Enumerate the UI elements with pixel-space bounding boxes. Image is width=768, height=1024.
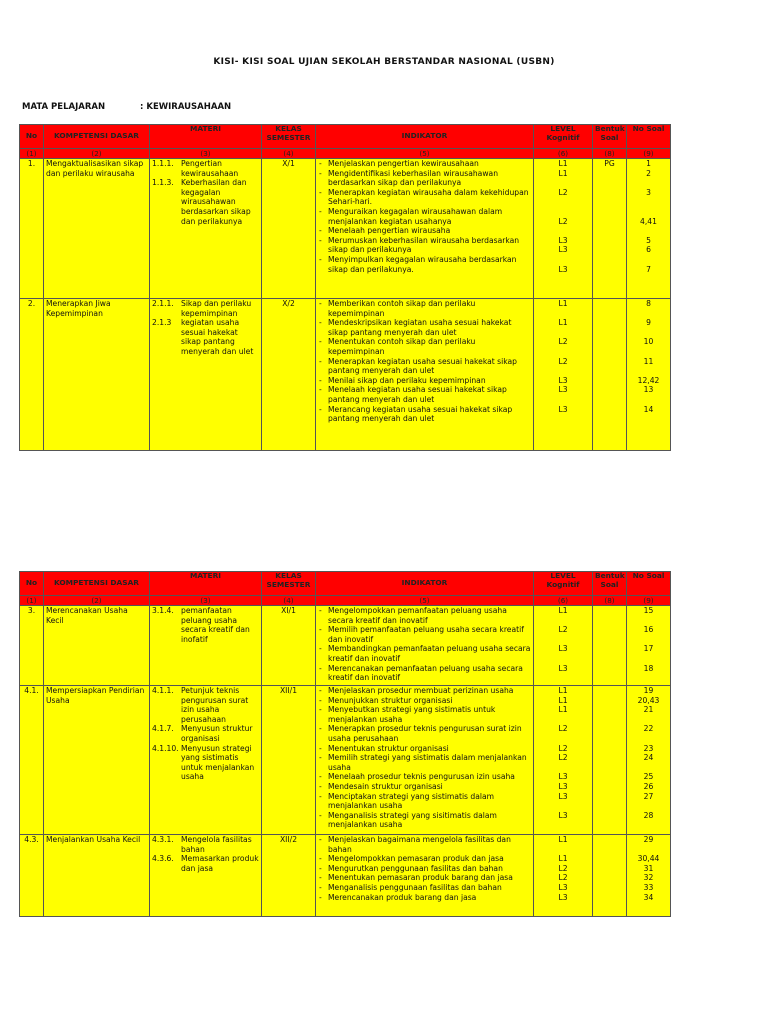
indikator-item: - Mengidentifikasi keberhasilan wirausahawan berdasarkan sikap dan perilakunya [318,169,531,188]
level-kognitif-cell [534,606,593,686]
materi-text: Petunjuk teknis pengurusan surat izin usaha perusahaan [181,686,249,724]
indikator-item: - Menentukan struktur organisasi [318,744,531,754]
indikator-item: - Menunjukkan struktur organisasi [318,696,531,706]
level-value [536,734,590,744]
column-number: (5) [316,149,534,159]
column-number: (8) [593,149,627,159]
header-row [20,572,671,596]
header-kompetensi-dasar: KOMPETENSI DASAR [44,572,150,596]
level-value [536,178,590,188]
indikator-item: - Merencanakan produk barang dan jasa [318,893,531,903]
no-soal-cell [627,159,671,299]
level-value: L2 [558,216,568,226]
header-indikator: INDIKATOR [316,572,534,596]
no-soal-value: 15 [643,606,654,615]
materi-item [152,686,259,724]
kelas-semester-cell: XII/2 [262,835,316,917]
materi-text: Pengertian kewirausahaan [181,159,239,178]
materi-cell [150,686,262,835]
indikator-item: - Menelaah prosedur teknis pengurusan izin usaha [318,772,531,782]
materi-item [152,299,259,318]
no-soal-value [629,328,668,338]
no-soal-cell [627,606,671,686]
no-soal-value [629,347,668,357]
header-materi: MATERI [150,125,262,149]
column-number: (1) [20,596,44,606]
header-no-soal: No Soal [627,572,671,596]
materi-item [152,606,259,644]
level-value: L3 [558,663,568,673]
column-number-row [20,596,671,606]
level-value: L3 [558,781,568,791]
materi-text: Memasarkan produk dan jasa [181,854,259,873]
materi-text: kegiatan usaha sesuai hakekat sikap pantang menyerah dan ulet [181,318,254,356]
level-value [536,347,590,357]
level-value [536,255,590,265]
level-value: L1 [558,168,568,178]
header-no-soal: No Soal [627,125,671,149]
indikator-list [318,835,531,902]
bentuk-soal-cell [593,299,627,451]
no-soal-value [629,197,668,207]
materi-cell [150,159,262,299]
column-number: (9) [627,149,671,159]
indikator-item: - Merencanakan pemanfaatan peluang usaha secara kreatif dan inovatif [318,664,531,683]
row-number: 4.1. [20,686,44,835]
materi-code: 4.1.1. [152,686,174,695]
no-soal-value: 30,44 [637,854,660,864]
no-soal-value: 10 [643,337,654,347]
no-soal-value [629,654,668,664]
level-kognitif-cell [534,686,593,835]
indikator-item: - Mengelompokkan pemasaran produk dan jasa [318,854,531,864]
level-value: L3 [558,245,568,255]
no-soal-value [629,616,668,626]
indikator-item: - Menerapkan kegiatan usaha sesuai hakekat sikap pantang menyerah dan ulet [318,357,531,376]
indikator-cell [316,606,534,686]
level-value: L2 [558,337,568,347]
level-value: L2 [558,873,568,883]
header-no: No [20,125,44,149]
indikator-item: - Menguraikan kegagalan wirausahawan dalam menjalankan kegiatan usahanya [318,207,531,226]
bentuk-soal-cell [593,686,627,835]
no-soal-value: 21 [643,705,654,715]
no-soal-value: 2 [646,168,651,178]
materi-code: 4.1.10. [152,743,179,753]
no-soal-value [629,178,668,188]
no-soal-value [629,801,668,811]
indikator-item: - Mendesain struktur organisasi [318,782,531,792]
header-indikator: INDIKATOR [316,125,534,149]
no-soal-value: 33 [643,882,654,892]
no-soal-value: 24 [643,753,654,763]
header-kelas-semester: KELAS SEMESTER [262,125,316,149]
materi-item [152,159,259,178]
no-soal-value: 13 [643,385,654,395]
no-soal-value: 25 [643,772,654,782]
level-value: L3 [558,235,568,245]
subject-value: : KEWIRAUSAHAAN [140,102,232,112]
level-value: L1 [558,318,568,328]
bentuk-soal-cell [593,606,627,686]
materi-code: 1.1.3. [152,178,174,188]
no-soal-cell [627,299,671,451]
level-kognitif-cell [534,159,593,299]
no-soal-value [629,366,668,376]
indikator-item: - Menyimpulkan kegagalan wirausaha berdasarkan sikap dan perilakunya. [318,255,531,274]
level-value: L3 [558,810,568,820]
no-soal-value: 12,42 [637,375,660,385]
no-soal-value: 11 [643,356,654,366]
no-soal-value: 16 [643,625,654,635]
column-number: (5) [316,596,534,606]
column-number: (2) [44,596,150,606]
no-soal-value: 19 [643,686,654,695]
kisi-table-1 [19,124,671,451]
materi-text: Menyusun strategi yang sistimatis untuk menjalankan usaha [181,743,255,782]
no-soal-value: 7 [646,264,651,274]
indikator-list [318,299,531,424]
materi-code: 1.1.1. [152,159,174,168]
header-materi: MATERI [150,572,262,596]
no-soal-value: 6 [646,245,651,255]
no-soal-value: 23 [643,743,654,753]
header-bentuk-soal: Bentuk Soal [593,125,627,149]
level-value: L1 [558,695,568,705]
indikator-item: - Menerapkan prosedur teknis pengurusan surat izin usaha perusahaan [318,724,531,743]
header-level-kognitif: LEVEL Kognitif [534,572,593,596]
no-soal-value [629,763,668,773]
level-value [536,395,590,405]
column-number: (4) [262,596,316,606]
indikator-item: - Membandingkan pemanfaatan peluang usaha secara kreatif dan inovatif [318,644,531,663]
level-value [536,616,590,626]
no-soal-value: 20,43 [637,695,660,705]
materi-cell [150,835,262,917]
indikator-cell [316,835,534,917]
level-value: L2 [558,863,568,873]
indikator-item: - Memberikan contoh sikap dan perilaku kepemimpinan [318,299,531,318]
no-soal-value: 26 [643,781,654,791]
document-title: KISI- KISI SOAL UJIAN SEKOLAH BERSTANDAR NASIONAL (USBN) [213,57,555,67]
level-value: L3 [558,264,568,274]
level-value [536,309,590,319]
indikator-item: - Mendeskripsikan kegiatan usaha sesuai hakekat sikap pantang menyerah dan ulet [318,318,531,337]
level-kognitif-cell [534,299,593,451]
materi-cell [150,606,262,686]
table-row [20,686,671,835]
bentuk-soal-cell [593,835,627,917]
indikator-item: - Menyebutkan strategi yang sistimatis untuk menjalankan usaha [318,705,531,724]
level-value: L2 [558,743,568,753]
row-number: 4.3. [20,835,44,917]
no-soal-value: 14 [643,404,654,414]
bentuk-soal-cell: PG [593,159,627,299]
level-value: L3 [558,404,568,414]
indikator-item: - Memilih pemanfaatan peluang usaha secara kreatif dan inovatif [318,625,531,644]
kelas-semester-cell: X/1 [262,159,316,299]
indikator-list [318,159,531,274]
column-number-row [20,149,671,159]
column-number: (6) [534,149,593,159]
header-row [20,125,671,149]
column-number: (3) [150,596,262,606]
level-value: L1 [558,606,568,615]
materi-code: 3.1.4. [152,606,174,615]
level-value [536,845,590,855]
materi-item [152,854,259,873]
materi-item [152,318,259,356]
no-soal-value [629,207,668,217]
level-value [536,654,590,664]
materi-text: pemanfaatan peluang usaha secara kreatif dan inofatif [181,606,250,644]
materi-cell [150,299,262,451]
indikator-cell [316,299,534,451]
no-soal-value: 17 [643,644,654,654]
level-kognitif-cell [534,835,593,917]
level-value [536,197,590,207]
header-level-kognitif: LEVEL Kognitif [534,125,593,149]
indikator-item: - Mengurutkan penggunaan fasilitas dan bahan [318,864,531,874]
table-row [20,159,671,299]
indikator-item: - Menelaah pengertian wirausaha [318,226,531,236]
no-soal-value: 8 [646,299,651,308]
row-number: 3. [20,606,44,686]
level-value [536,366,590,376]
indikator-item: - Menciptakan strategi yang sistimatis dalam menjalankan usaha [318,792,531,811]
no-soal-value: 31 [643,863,654,873]
no-soal-value: 4,41 [640,216,657,226]
no-soal-value [629,734,668,744]
materi-item [152,835,259,854]
kompetensi-dasar-cell: Merencanakan Usaha Kecil [44,606,150,686]
level-value [536,763,590,773]
level-value [536,226,590,236]
level-value [536,715,590,725]
materi-code: 2.1.1. [152,299,174,308]
no-soal-value: 34 [643,892,654,902]
header-kelas-semester: KELAS SEMESTER [262,572,316,596]
column-number: (6) [534,596,593,606]
level-value: L2 [558,724,568,734]
no-soal-value: 28 [643,810,654,820]
no-soal-value [629,226,668,236]
indikator-list [318,686,531,830]
indikator-item: - Menentukan contoh sikap dan perilaku kepemimpinan [318,337,531,356]
level-value: L2 [558,753,568,763]
header-no: No [20,572,44,596]
level-value: L3 [558,772,568,782]
no-soal-cell [627,686,671,835]
level-value [536,635,590,645]
kompetensi-dasar-cell: Mempersiapkan Pendirian Usaha [44,686,150,835]
row-number: 1. [20,159,44,299]
no-soal-value [629,309,668,319]
indikator-item: - Mengelompokkan pemanfaatan peluang usaha secara kreatif dan inovatif [318,606,531,625]
column-number: (1) [20,149,44,159]
indikator-item: - Menganalisis penggunaan fasilitas dan bahan [318,883,531,893]
table-row [20,299,671,451]
table-row [20,835,671,917]
no-soal-cell [627,835,671,917]
level-value: L1 [558,854,568,864]
materi-code: 2.1.3 [152,318,172,328]
column-number: (9) [627,596,671,606]
level-value: L1 [558,686,568,695]
materi-text: Keberhasilan dan kegagalan wirausahawan berdasarkan sikap dan perilakunya [181,178,251,226]
materi-item [152,744,259,782]
no-soal-value: 3 [646,187,651,197]
indikator-item: - Merumuskan keberhasilan wirausaha berdasarkan sikap dan perilakunya [318,236,531,255]
indikator-item: - Menjelaskan bagaimana mengelola fasilitas dan bahan [318,835,531,854]
indikator-item: - Menerapkan kegiatan wirausaha dalam kekehidupan Sehari-hari. [318,188,531,207]
no-soal-value: 18 [643,663,654,673]
kelas-semester-cell: XII/1 [262,686,316,835]
materi-text: Menyusun struktur organisasi [181,724,253,743]
indikator-item: - Memilih strategi yang sistimatis dalam menjalankan usaha [318,753,531,772]
level-value: L3 [558,892,568,902]
no-soal-value: 22 [643,724,654,734]
table-row [20,606,671,686]
column-number: (2) [44,149,150,159]
level-value: L2 [558,356,568,366]
subject-label: MATA PELAJARAN [22,102,106,112]
no-soal-value: 29 [643,835,654,844]
level-value: L1 [558,705,568,715]
subject-line [22,102,232,112]
kompetensi-dasar-cell: Menjalankan Usaha Kecil [44,835,150,917]
row-number: 2. [20,299,44,451]
level-value: L3 [558,882,568,892]
header-bentuk-soal: Bentuk Soal [593,572,627,596]
indikator-item: - Menelaah kegiatan usaha sesuai hakekat sikap pantang menyerah dan ulet [318,385,531,404]
level-value: L2 [558,625,568,635]
header-kompetensi-dasar: KOMPETENSI DASAR [44,125,150,149]
materi-item [152,178,259,226]
indikator-item: - Menganalisis strategi yang sisitimatis dalam menjalankan usaha [318,811,531,830]
level-value: L1 [558,835,568,844]
level-value [536,801,590,811]
no-soal-value: 1 [646,159,651,168]
level-value: L2 [558,187,568,197]
level-value: L3 [558,644,568,654]
indikator-item: - Menentukan pemasaran produk barang dan jasa [318,873,531,883]
level-value: L3 [558,385,568,395]
no-soal-value: 32 [643,873,654,883]
materi-text: Sikap dan perilaku kepemimpinan [181,299,252,318]
no-soal-value [629,635,668,645]
indikator-item: - Merancang kegiatan usaha sesuai hakekat sikap pantang menyerah dan ulet [318,405,531,424]
no-soal-value [629,395,668,405]
column-number: (8) [593,596,627,606]
indikator-item: - Menjelaskan prosedur membuat perizinan usaha [318,686,531,696]
indikator-list [318,606,531,683]
level-value: L3 [558,791,568,801]
materi-code: 4.3.1. [152,835,174,844]
no-soal-value: 27 [643,791,654,801]
column-number: (3) [150,149,262,159]
indikator-item: - Menilai sikap dan perilaku kepemimpinan [318,376,531,386]
materi-code: 4.1.7. [152,724,174,734]
materi-text: Mengelola fasilitas bahan [181,835,252,854]
kelas-semester-cell: XI/1 [262,606,316,686]
indikator-item: - Menjelaskan pengertian kewirausahaan [318,159,531,169]
column-number: (4) [262,149,316,159]
no-soal-value [629,845,668,855]
kisi-table-2 [19,571,671,917]
no-soal-value [629,255,668,265]
level-value: L1 [558,299,568,308]
no-soal-value: 9 [646,318,651,328]
indikator-cell [316,159,534,299]
level-value [536,207,590,217]
level-value: L3 [558,375,568,385]
no-soal-value [629,715,668,725]
materi-code: 4.3.6. [152,854,174,864]
materi-item [152,724,259,743]
level-value: L1 [558,159,568,168]
indikator-cell [316,686,534,835]
no-soal-value: 5 [646,235,651,245]
kompetensi-dasar-cell: Mengaktualisasikan sikap dan perilaku wirausaha [44,159,150,299]
kompetensi-dasar-cell: Menerapkan Jiwa Kepemimpinan [44,299,150,451]
level-value [536,328,590,338]
kelas-semester-cell: X/2 [262,299,316,451]
